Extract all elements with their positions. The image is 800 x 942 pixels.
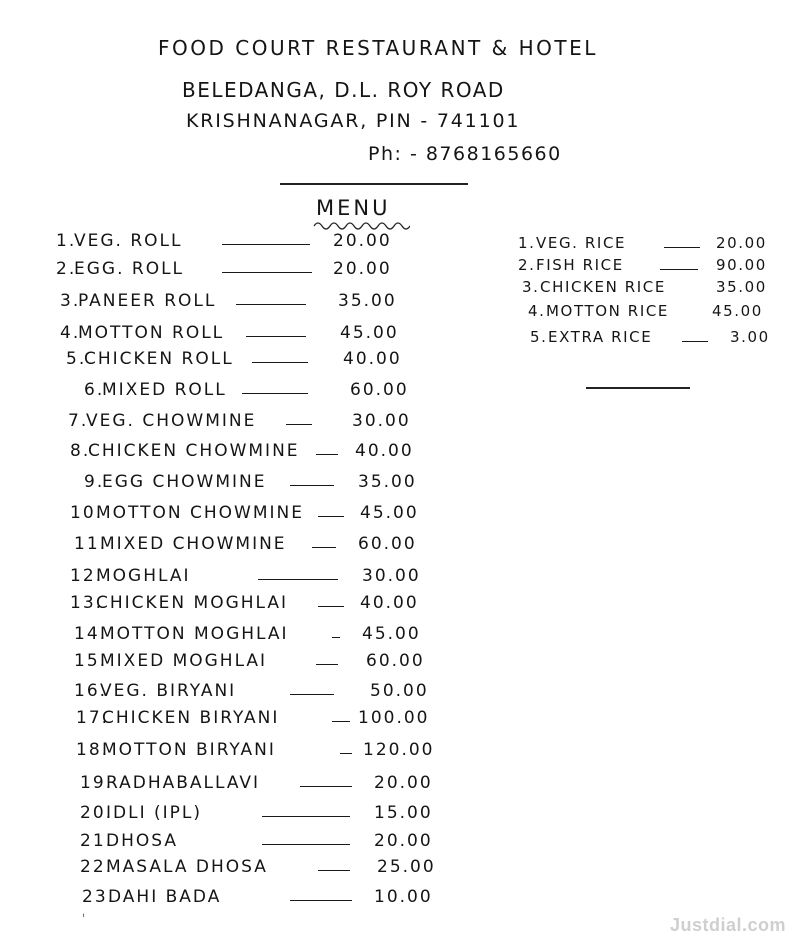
item-number: 23.	[82, 887, 116, 907]
address-line-2: KRISHNANAGAR, PIN - 741101	[186, 110, 521, 132]
item-price: 60.00	[366, 651, 425, 671]
item-price: 25.00	[377, 857, 436, 877]
address-line-1: BELEDANGA, D.L. ROY ROAD	[182, 78, 505, 102]
item-number: 4.	[60, 323, 81, 343]
item-price: 45.00	[340, 323, 399, 343]
menu-title: MENU	[316, 196, 391, 220]
item-name: DHOSA	[106, 831, 178, 851]
item-number: 19.	[80, 773, 114, 793]
item-number: 18.	[76, 740, 110, 760]
item-name: DAHI BADA	[108, 887, 222, 907]
item-number: 15.	[74, 651, 108, 671]
item-name: MASALA DHOSA	[106, 857, 268, 877]
item-price: 60.00	[350, 380, 409, 400]
item-name: MOTTON CHOWMINE	[96, 503, 305, 523]
item-number: 21.	[80, 831, 114, 851]
item-price: 45.00	[712, 302, 763, 320]
item-number: 14.	[74, 624, 108, 644]
item-name: VEG. CHOWMINE	[86, 411, 257, 431]
item-number: 3.	[60, 291, 81, 311]
rice-item-1	[0, 234, 800, 258]
item-name: CHICKEN ROLL	[84, 349, 234, 369]
item-price: 60.00	[358, 534, 417, 554]
item-number: 9.	[84, 472, 105, 492]
restaurant-name: FOOD COURT RESTAURANT & HOTEL	[158, 36, 598, 60]
item-price: 30.00	[352, 411, 411, 431]
item-name: EGG. ROLL	[74, 259, 185, 279]
item-name: MOTTON ROLL	[78, 323, 225, 343]
item-price: 20.00	[374, 831, 433, 851]
item-price: 35.00	[358, 472, 417, 492]
item-name: MOGHLAI	[96, 566, 191, 586]
item-name: CHICKEN CHOWMINE	[88, 441, 300, 461]
item-price: 90.00	[716, 256, 767, 274]
item-number: 2.	[56, 259, 77, 279]
item-name: MIXED ROLL	[102, 380, 227, 400]
item-price: 35.00	[338, 291, 397, 311]
item-name: CHICKEN RICE	[540, 278, 666, 296]
item-number: 1.	[518, 234, 536, 252]
item-number: 16.	[74, 681, 108, 701]
item-price: 40.00	[343, 349, 402, 369]
item-number: 17.	[76, 708, 110, 728]
item-number: 7.	[68, 411, 89, 431]
item-price: 15.00	[374, 803, 433, 823]
item-name: CHICKEN BIRYANI	[102, 708, 280, 728]
rice-list-divider	[586, 387, 690, 389]
item-number: 3.	[522, 278, 540, 296]
item-number: 5.	[66, 349, 87, 369]
item-price: 100.00	[358, 708, 430, 728]
item-number: 12.	[70, 566, 104, 586]
item-price: 40.00	[355, 441, 414, 461]
item-name: PANEER ROLL	[78, 291, 217, 311]
rice-item-5	[0, 328, 800, 352]
item-price: 10.00	[374, 887, 433, 907]
rice-item-2	[0, 256, 800, 280]
item-name: MIXED MOGHLAI	[100, 651, 268, 671]
item-number: 4.	[528, 302, 546, 320]
item-name: EXTRA RICE	[548, 328, 653, 346]
item-price: 120.00	[363, 740, 435, 760]
item-price: 20.00	[333, 231, 392, 251]
leader-line	[664, 247, 700, 248]
item-name: MOTTON BIRYANI	[102, 740, 276, 760]
item-name: RADHABALLAVI	[106, 773, 261, 793]
leader-line	[682, 341, 708, 342]
item-price: 45.00	[360, 503, 419, 523]
item-number: 8.	[70, 441, 91, 461]
item-name: MIXED CHOWMINE	[100, 534, 287, 554]
item-name: CHICKEN MOGHLAI	[96, 593, 289, 613]
item-number: 2.	[518, 256, 536, 274]
item-number: 22.	[80, 857, 114, 877]
item-price: 50.00	[370, 681, 429, 701]
item-price: 20.00	[333, 259, 392, 279]
item-price: 30.00	[362, 566, 421, 586]
item-number: 20.	[80, 803, 114, 823]
item-price: 40.00	[360, 593, 419, 613]
item-number: 1.	[56, 231, 77, 251]
rice-item-4	[0, 302, 800, 326]
phone-number: Ph: - 8768165660	[368, 143, 562, 165]
item-number: 13.	[70, 593, 104, 613]
item-number: 11.	[74, 534, 108, 554]
item-price: 35.00	[716, 278, 767, 296]
item-name: IDLI (IPL)	[106, 803, 202, 823]
item-price: 45.00	[362, 624, 421, 644]
item-price: 3.00	[730, 328, 770, 346]
item-number: 5.	[530, 328, 548, 346]
item-number: 10.	[70, 503, 104, 523]
item-name: MOTTON RICE	[546, 302, 670, 320]
item-number: 6.	[84, 380, 105, 400]
item-price: 20.00	[716, 234, 767, 252]
item-price: 20.00	[374, 773, 433, 793]
rice-item-3	[0, 278, 800, 302]
item-name: VEG. BIRYANI	[100, 681, 237, 701]
item-name: FISH RICE	[536, 256, 624, 274]
item-name: MOTTON MOGHLAI	[100, 624, 289, 644]
leader-line	[660, 269, 698, 270]
item-name: EGG CHOWMINE	[102, 472, 267, 492]
stray-mark: ˈ	[82, 912, 86, 926]
item-name: VEG. RICE	[536, 234, 627, 252]
watermark: Justdial.com	[669, 915, 786, 935]
item-name: VEG. ROLL	[74, 231, 183, 251]
